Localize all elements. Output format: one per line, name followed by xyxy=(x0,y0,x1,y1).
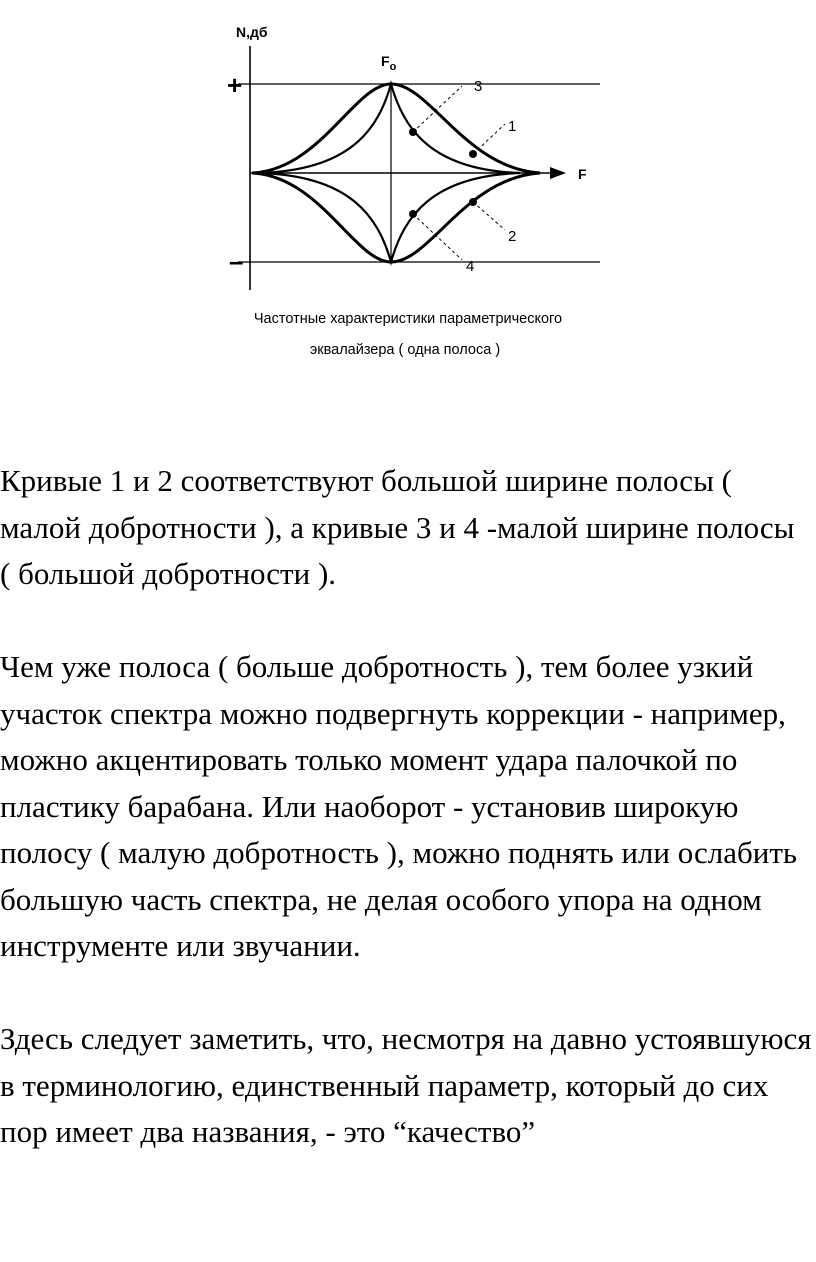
figure-caption-line-2: эквалайзера ( одна полоса ) xyxy=(309,342,501,358)
plus-sign: + xyxy=(227,70,243,100)
leader-4 xyxy=(413,214,462,260)
paragraph-1: Кривые 1 и 2 соответствуют большой ширине полосы ( малой добротности ), а кривые 3 и 4 -малой ширине полосы ( большой добротности ). xyxy=(0,463,795,591)
curve-label-4: 4 xyxy=(466,258,475,275)
x-axis-label: F xyxy=(578,166,587,182)
equalizer-frequency-response-figure xyxy=(0,0,816,380)
curve-label-2: 2 xyxy=(508,228,517,245)
peak-frequency-label: $F_o$ xyxy=(381,53,397,73)
curve-label-3: 3 xyxy=(474,78,483,95)
leader-3 xyxy=(413,86,462,132)
curve-4 xyxy=(260,173,520,262)
figure-caption-line-1: Частотные характеристики параметрического xyxy=(253,311,563,327)
y-axis-label: N,дб xyxy=(236,24,268,40)
peak-frequency-subscript: o xyxy=(389,61,397,73)
article-body xyxy=(0,458,812,1156)
paragraph-2: Чем уже полоса ( больше добротность ), тем более узкий участок спектра можно подвергнуть коррекции - например, можно акцентировать только момент удара палочкой по пластику барабана. Или наоборот - установив широкую полосу ( малую добротность ), можно поднять или ослабить большую часть спектра, не делая особого упора на одном инструменте или звучании. xyxy=(0,649,798,963)
paragraph-3: Здесь следует заметить, что, несмотря на давно устоявшуюся в терминологию, единственный параметр, который до сих пор имеет два названия, - это “качество” xyxy=(0,1021,812,1149)
curve-label-1: 1 xyxy=(508,118,517,135)
x-axis-arrowhead xyxy=(550,167,566,179)
curve-3 xyxy=(260,84,520,173)
minus-sign: – xyxy=(229,246,244,276)
leader-2 xyxy=(473,202,505,230)
leader-1 xyxy=(473,124,505,154)
